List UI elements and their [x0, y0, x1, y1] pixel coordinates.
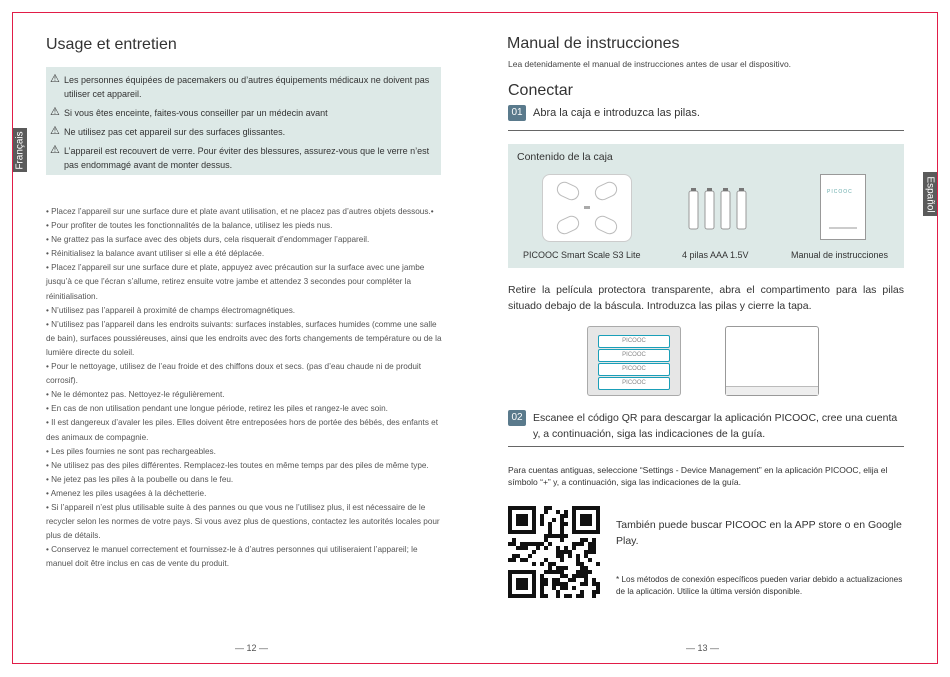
right-page-title: Manual de instrucciones: [507, 35, 680, 52]
warnings-box: [46, 67, 441, 175]
warning-triangle-icon: ⚠: [50, 144, 60, 156]
store-search-text: También puede buscar PICOOC en la APP store o en Google Play.: [616, 519, 902, 547]
list-item: • Pour le nettoyage, utilisez de l’eau froide et des chiffons doux et secs. (pas d’eau chaude ni de produit corrosif).: [46, 362, 422, 386]
page-number-left: — 12 —: [235, 643, 269, 653]
left-page-title: Usage et entretien: [46, 36, 177, 53]
qr-code-icon: [508, 506, 600, 598]
step-text: Abra la caja e introduzca las pilas.: [533, 107, 700, 119]
old-accounts-note: Para cuentas antiguas, seleccione “Settings - Device Management” en la aplicación PICOOC, elija el símbolo “+” y, a continuación, siga las indicaciones de la guía.: [508, 465, 888, 487]
warning-item: [50, 144, 435, 172]
warning-text: Si vous êtes enceinte, faites-vous conseiller par un médecin avant: [64, 108, 328, 118]
box-item-label: 4 pilas AAA 1.5V: [682, 250, 749, 260]
battery-icon: [688, 188, 748, 232]
subtitle: Lea detenidamente el manual de instrucciones antes de usar el dispositivo.: [508, 59, 792, 69]
divider: [508, 446, 904, 447]
battery-slot: PICOOC: [598, 377, 670, 390]
warning-text: L’appareil est recouvert de verre. Pour éviter des blessures, assurez-vous que le verre n’est pas endommagé avant de monter dessus.: [64, 146, 430, 170]
warning-triangle-icon: ⚠: [50, 106, 60, 118]
list-item: • Les piles fournies ne sont pas rechargeables.: [46, 446, 216, 456]
connection-note: * Los métodos de conexión específicos pueden variar debido a actualizaciones de la aplicación. Utilice la última versión disponible.: [616, 575, 903, 596]
list-item: • Ne jetez pas les piles à la poubelle ou dans le feu.: [46, 474, 234, 484]
warning-item: [50, 73, 435, 101]
manual-brand-label: PICOOC: [827, 189, 853, 195]
warning-text: Ne utilisez pas cet appareil sur des surfaces glissantes.: [64, 127, 286, 137]
warning-text: Les personnes équipées de pacemakers ou d’autres équipements médicaux ne doivent pas utiliser cet appareil.: [64, 75, 430, 99]
warning-item: [50, 106, 435, 120]
box-item-label: PICOOC Smart Scale S3 Lite: [523, 250, 641, 260]
page-number-right: — 13 —: [686, 643, 720, 653]
list-item: • Ne utilisez pas des piles différentes. Remplacez-les toutes en même temps par des piles de même type.: [46, 460, 429, 470]
step-2: [508, 410, 904, 442]
list-item: • Si l’appareil n’est plus utilisable suite à des pannes ou que vous ne l’utilisez plus, il est nécessaire de le recycler selon les normes de votre pays. Si vous avez plus de questions, contactez les autorités locales pour plus de détails.: [46, 502, 440, 541]
divider: [508, 130, 904, 131]
box-contents-title: Contenido de la caja: [517, 151, 613, 163]
side-tab-french: Français: [13, 128, 27, 172]
list-item: • Amenez les piles usagées à la déchetterie.: [46, 488, 207, 498]
scale-icon: [542, 174, 632, 242]
list-item: • Ne le démontez pas. Nettoyez-le régulièrement.: [46, 390, 225, 400]
side-tab-spanish: Español: [923, 172, 937, 216]
list-item: • Conservez le manuel correctement et fournissez-le à d’autres personnes qui utiliseraient l’appareil; le manuel doit être inclus en cas de vente du produit.: [46, 545, 418, 569]
care-instructions-list: [46, 205, 444, 571]
battery-slot: PICOOC: [598, 349, 670, 362]
list-item: • Placez l’appareil sur une surface dure et plate, appuyez avec précaution sur la surface avec une jambe jusqu’à ce que l’écran s’allume, retirez ensuite votre jambe et attendez 3 secondes pour compléter la réinitialisation.: [46, 263, 425, 301]
list-item: • Pour profiter de toutes les fonctionnalités de la balance, utilisez les pieds nus.: [46, 221, 333, 231]
box-item-label: Manual de instrucciones: [791, 250, 889, 260]
step-number-badge: 02: [508, 410, 526, 426]
step-number-badge: 01: [508, 105, 526, 121]
step-text: Escanee el código QR para descargar la aplicación PICOOC, cree una cuenta y, a continuación, siga las indicaciones de la guía.: [533, 412, 898, 440]
battery-instructions: Retire la película protectora transparente, abra el compartimento para las pilas situado debajo de la báscula. Introduzca las pilas y cierre la tapa.: [508, 284, 904, 312]
list-item: • En cas de non utilisation pendant une longue période, retirez les piles et rangez-le avec soin.: [46, 404, 388, 414]
list-item: • N’utilisez pas l’appareil à proximité de champs électromagnétiques.: [46, 305, 296, 315]
battery-slot: PICOOC: [598, 335, 670, 348]
warning-triangle-icon: ⚠: [50, 73, 60, 85]
section-title: Conectar: [508, 82, 573, 99]
box-contents-panel: [508, 144, 904, 268]
list-item: • Placez l’appareil sur une surface dure et plate avant utilisation, et ne placez pas d’autres objets dessous.•: [46, 207, 434, 216]
battery-compartment-illustration: [587, 326, 681, 396]
battery-slot: PICOOC: [598, 363, 670, 376]
list-item: • Il est dangereux d’avaler les piles. Elles doivent être entreposées hors de portée des bébés, des enfants et des animaux de compagnie.: [46, 418, 439, 442]
warning-item: [50, 125, 435, 139]
warning-triangle-icon: ⚠: [50, 125, 60, 137]
list-item: • Ne grattez pas la surface avec des objets durs, cela risquerait d’endommager l’appareil.: [46, 235, 370, 245]
step-1: [508, 105, 700, 121]
list-item: • N’utilisez pas l’appareil dans les endroits suivants: surfaces instables, surfaces humides (comme une salle de bain), surfaces poussiéreuses, ainsi que les endroits avec des forts changements de température ou de la lumière directe du soleil.: [46, 319, 442, 357]
list-item: • Réinitialisez la balance avant utiliser si elle a été déplacée.: [46, 249, 265, 259]
battery-cover-illustration: [725, 326, 819, 396]
manual-icon: [820, 174, 866, 240]
